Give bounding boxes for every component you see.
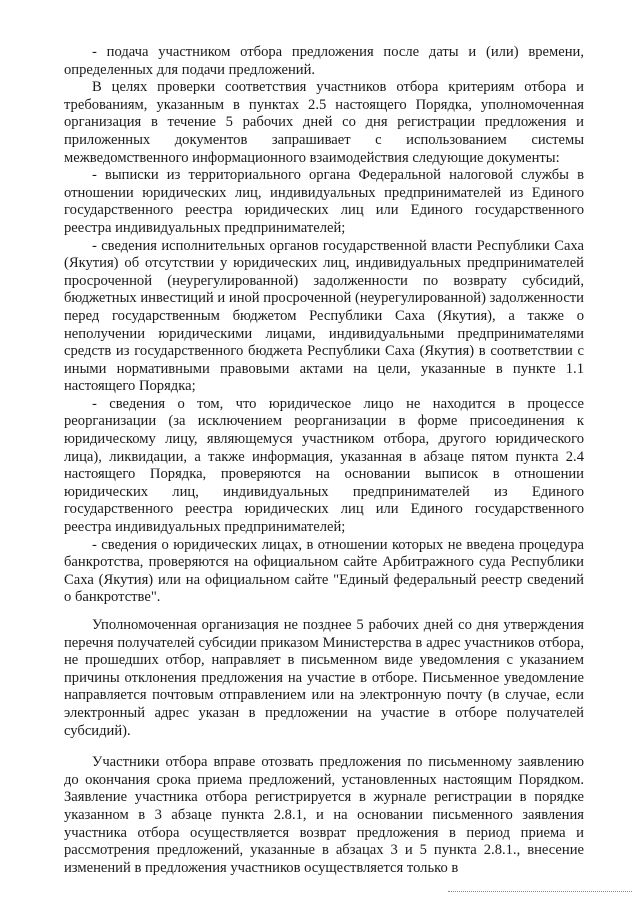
paragraph-reorganization-info: - сведения о том, что юридическое лицо не находится в процессе реорганизации (за исключением реорганизации в форме присоединения к юридическому лицу, являющемуся участником отбора, другого юридического лица), ликвидации, а также информация, указанная в абзаце пятом пункта 2.4 настоящего Порядка, проверяются на основании выписок в отношении юридических лиц, индивидуальных предпринимателей из Единого государственного реестра юридических лиц или Единого государственного реестра индивидуальных предпринимателей; xyxy=(64,395,584,536)
document-body xyxy=(64,44,584,877)
paragraph-verification-intro: В целях проверки соответствия участников отбора критериям отбора и требованиям, указанным в пунктах 2.5 настоящего Порядка, уполномоченная организация в течение 5 рабочих дней со дня регистрации предложения и приложенных документов запрашивает с использованием системы межведомственного информационного взаимодействия следующие документы: xyxy=(64,79,584,166)
footer-dotted-line xyxy=(448,891,632,892)
paragraph-bankruptcy-info: - сведения о юридических лицах, в отношении которых не введена процедура банкротства, проверяются на официальном сайте Арбитражного суда Республики Саха (Якутия) или на официальном сайте "Единый федеральный реестр сведений о банкротстве". xyxy=(64,536,584,606)
paragraph-debt-information: - сведения исполнительных органов государственной власти Республики Саха (Якутия) об отсутствии у юридических лиц, индивидуальных предпринимателей просроченной (неурегулированной) задолженности по возврату субсидий, бюджетных инвестиций и иной просроченной (неурегулированной) задолженности перед государственным бюджетом Республики Саха (Якутия), а также о неполучении юридическими лицами, индивидуальными предпринимателями средств из государственного бюджета Республики Саха (Якутия) в соответствии с иными нормативными правовыми актами на цели, указанные в пункте 1.1 настоящего Порядка; xyxy=(64,237,584,395)
paragraph-withdrawal: Участники отбора вправе отозвать предложения по письменному заявлению до окончания срока приема предложений, установленных настоящим Порядком. Заявление участника отбора регистрируется в журнале регистрации в порядке указанном в 3 абзаце пункта 2.8.1, и на основании письменного заявления участника отбора осуществляется возврат предложения в период приема и рассмотрения предложений, указанные в абзацах 3 и 5 пункта 2.8.1., внесение изменений в предложения участников осуществляется только в xyxy=(64,754,584,876)
paragraph-rejection-notice: Уполномоченная организация не позднее 5 рабочих дней со дня утверждения перечня получателей субсидии приказом Министерства в адрес участников отбора, не прошедших отбор, направляет в письменном виде уведомления с указанием причины отклонения предложения на участие в отборе. Письменное уведомление направляется почтовым отправлением или на электронную почту (в случае, если электронный адрес указан в предложении на участие в отборе получателей субсидий). xyxy=(64,617,584,739)
paragraph-submission-deadline: - подача участником отбора предложения после даты и (или) времени, определенных для подачи предложений. xyxy=(64,44,584,78)
paragraph-tax-extracts: - выписки из территориального органа Федеральной налоговой службы в отношении юридических лиц, индивидуальных предпринимателей из Единого государственного реестра юридических лиц или Единого государственного реестра индивидуальных предпринимателей; xyxy=(64,167,584,236)
